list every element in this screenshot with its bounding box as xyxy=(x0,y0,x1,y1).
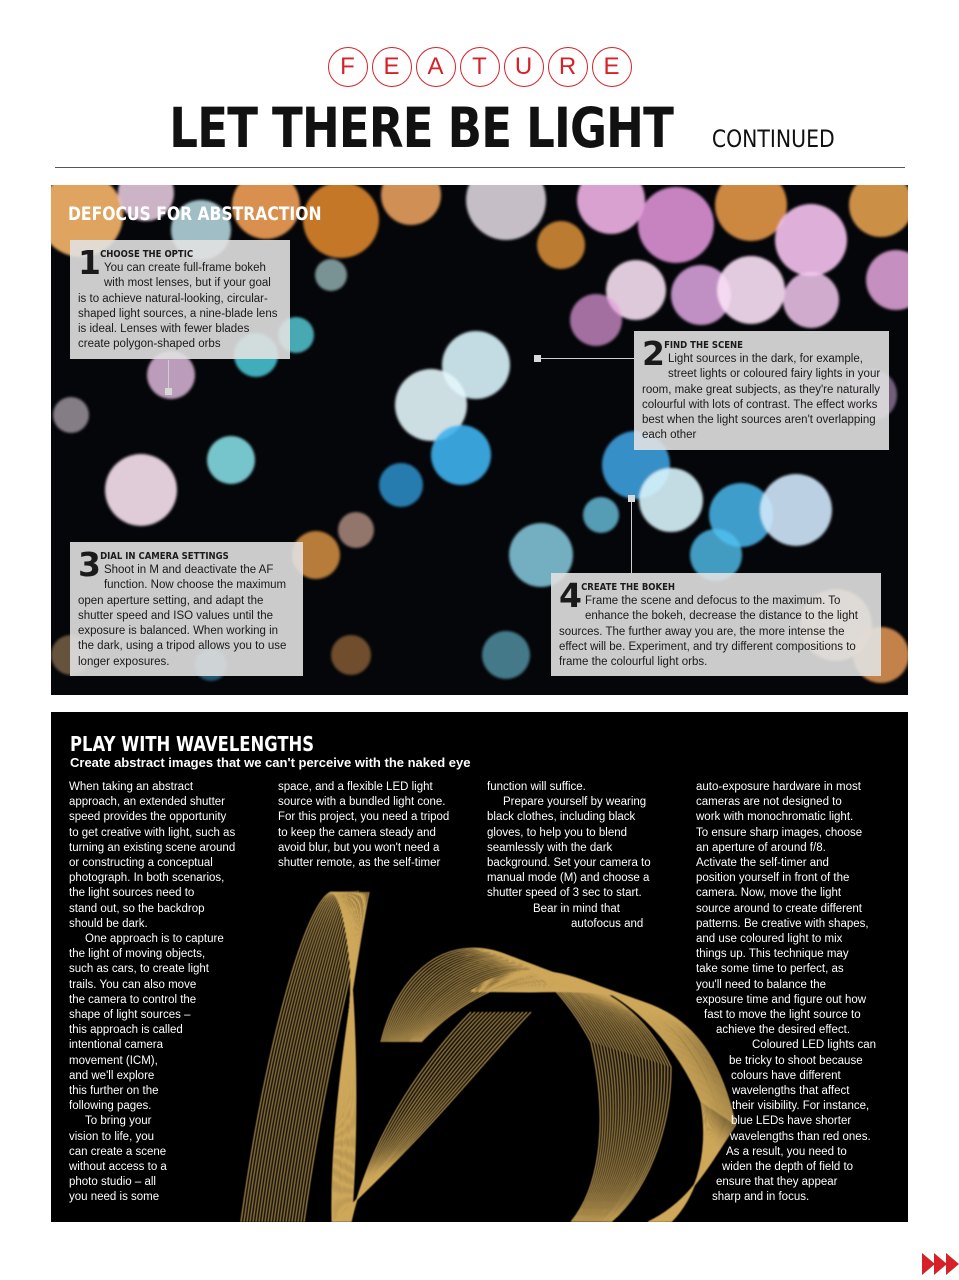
continue-arrows-icon xyxy=(923,1253,959,1275)
step-number: 1 xyxy=(78,243,101,282)
text-line: background. Set your camera to xyxy=(487,857,651,870)
step-box-4 xyxy=(551,573,881,676)
text-line: patterns. Be creative with shapes, xyxy=(696,917,869,930)
title-continued: CONTINUED xyxy=(711,125,835,153)
text-line: be tricky to shoot because xyxy=(729,1054,863,1067)
text-line: ensure that they appear xyxy=(716,1176,838,1189)
page-title-row xyxy=(0,96,959,160)
section-title-wavelengths: PLAY WITH WAVELENGTHS xyxy=(70,732,315,756)
step-text: Shoot in M and deactivate the AF function. Now choose the maximum open aperture setting, and adapt the shutter speed and ISO values until the exposure is balanced. When working in the dark, using a tripod allows you to use longer exposures. xyxy=(78,564,287,668)
callout-dot xyxy=(628,495,635,502)
text-line: following pages. xyxy=(69,1100,152,1113)
text-line: and use coloured light to mix xyxy=(696,933,843,946)
text-line: colours have different xyxy=(731,1069,841,1082)
text-line: cameras are not designed to xyxy=(696,796,842,809)
step-number: 4 xyxy=(559,576,582,615)
text-column-2 xyxy=(278,780,449,871)
text-line: exposure time and figure out how xyxy=(696,993,867,1006)
text-column-4 xyxy=(696,780,876,1206)
step-text: You can create full-frame bokeh with most lenses, but if your goal is to achieve natural-looking, circular-shaped light sources, a nine-blade lens is ideal. Lenses with fewer blades create polygon-shaped orbs xyxy=(78,262,278,351)
text-line: Prepare yourself by wearing xyxy=(503,796,647,809)
section-subtitle: Create abstract images that we can't perceive with the naked eye xyxy=(70,755,471,770)
callout-line xyxy=(168,360,169,390)
text-line: to keep the camera steady and xyxy=(278,826,436,839)
callout-dot xyxy=(165,388,172,395)
feature-letter: F xyxy=(328,47,368,87)
text-line: you need is some xyxy=(69,1191,160,1204)
text-line: To bring your xyxy=(85,1115,152,1128)
text-line: shutter speed of 3 sec to start. xyxy=(487,887,642,900)
step-heading: CHOOSE THE OPTIC xyxy=(100,249,194,260)
text-line: speed provides the opportunity xyxy=(69,811,227,824)
text-line: this approach is called xyxy=(69,1024,183,1037)
text-line: photograph. In both scenarios, xyxy=(69,872,225,885)
text-line: this further on the xyxy=(69,1085,159,1098)
text-line: or constructing a conceptual xyxy=(69,857,213,870)
text-line: black clothes, including black xyxy=(487,811,636,824)
text-column-1 xyxy=(69,780,235,1206)
feature-letter: R xyxy=(548,47,588,87)
text-line: approach, an extended shutter xyxy=(69,796,226,809)
text-line: position yourself in front of the xyxy=(696,872,850,885)
text-line: should be dark. xyxy=(69,917,148,930)
text-line: such as cars, to create light xyxy=(69,963,209,976)
feature-letter: U xyxy=(504,47,544,87)
text-line: trails. You can also move xyxy=(69,978,197,991)
wavelength-section xyxy=(51,712,908,1222)
bokeh-section xyxy=(51,185,908,695)
text-line: wavelengths that affect xyxy=(732,1085,850,1098)
text-line: the camera to control the xyxy=(69,993,197,1006)
text-line: widen the depth of field to xyxy=(722,1161,854,1174)
text-line: manual mode (M) and choose a xyxy=(487,872,650,885)
text-line: When taking an abstract xyxy=(69,781,194,793)
text-line: One approach is to capture xyxy=(85,933,224,946)
text-line: As a result, you need to xyxy=(726,1145,847,1158)
text-line: sharp and in focus. xyxy=(712,1191,810,1204)
text-line: without access to a xyxy=(69,1161,167,1174)
text-line: you'll need to balance the xyxy=(696,978,827,991)
text-line: turning an existing scene around xyxy=(69,841,236,854)
text-line: photo studio – all xyxy=(69,1176,156,1189)
step-number: 2 xyxy=(642,334,665,373)
text-line: camera. Now, move the light xyxy=(696,887,842,900)
step-text: Frame the scene and defocus to the maximum. To enhance the bokeh, decrease the distance to the light sources. The further away you are, the more intense the effect will be. Experiment, and try different compositions to frame the colourful light orbs. xyxy=(559,595,858,669)
step-box-1 xyxy=(70,240,290,359)
text-line: auto-exposure hardware in most xyxy=(696,781,861,793)
feature-label xyxy=(0,47,959,87)
text-line: work with monochromatic light. xyxy=(696,811,854,824)
step-heading: DIAL IN CAMERA SETTINGS xyxy=(100,551,229,562)
callout-dot xyxy=(534,355,541,362)
text-line: shutter remote, as the self-timer xyxy=(278,857,441,870)
text-line: seamlessly with the dark xyxy=(487,841,613,854)
text-line: intentional camera xyxy=(69,1039,163,1052)
feature-letter: A xyxy=(416,47,456,87)
text-line: autofocus and xyxy=(571,917,644,930)
step-number: 3 xyxy=(78,545,101,584)
text-line: an aperture of around f/8. xyxy=(696,841,826,854)
text-line: stand out, so the backdrop xyxy=(69,902,205,915)
text-line: and we'll explore xyxy=(69,1069,155,1082)
section-title-defocus: DEFOCUS FOR ABSTRACTION xyxy=(68,203,322,225)
text-line: Coloured LED lights can xyxy=(752,1039,877,1052)
feature-letter: E xyxy=(592,47,632,87)
text-line: the light sources need to xyxy=(69,887,195,900)
text-line: movement (ICM), xyxy=(69,1054,158,1067)
feature-letter: E xyxy=(372,47,412,87)
page-title: LET THERE BE LIGHT xyxy=(169,96,673,160)
step-box-2 xyxy=(634,331,889,450)
step-heading: CREATE THE BOKEH xyxy=(581,582,676,593)
text-line: achieve the desired effect. xyxy=(716,1024,851,1037)
text-line: To ensure sharp images, choose xyxy=(696,826,863,839)
text-line: avoid blur, but you won't need a xyxy=(278,841,440,854)
text-line: Bear in mind that xyxy=(533,902,620,915)
text-line: take some time to perfect, as xyxy=(696,963,844,976)
text-line: can create a scene xyxy=(69,1145,167,1158)
text-column-3 xyxy=(487,780,651,932)
header-divider xyxy=(55,167,905,168)
text-line: For this project, you need a tripod xyxy=(278,811,450,824)
step-text: Light sources in the dark, for example, street lights or coloured fairy lights in your room, make great subjects, as they're naturally colourful with lots of contrast. The effect works best when the light sources aren't overlapping each other xyxy=(642,353,881,442)
text-line: gloves, to help you to blend xyxy=(487,826,628,839)
text-line: source around to create different xyxy=(696,902,863,915)
text-line: things up. This technique may xyxy=(696,948,849,961)
callout-line xyxy=(631,499,632,573)
step-heading: FIND THE SCENE xyxy=(664,340,743,351)
feature-letter: T xyxy=(460,47,500,87)
text-line: vision to life, you xyxy=(69,1130,155,1143)
text-line: function will suffice. xyxy=(487,781,586,793)
text-line: Activate the self-timer and xyxy=(696,857,829,870)
text-line: source with a bundled light cone. xyxy=(278,796,446,809)
step-box-3 xyxy=(70,542,303,676)
text-line: to get creative with light, such as xyxy=(69,826,236,839)
text-line: wavelengths than red ones. xyxy=(730,1130,871,1143)
text-line: blue LEDs have shorter xyxy=(731,1115,852,1128)
text-line: shape of light sources – xyxy=(69,1009,191,1022)
text-line: their visibility. For instance, xyxy=(732,1100,870,1113)
text-line: fast to move the light source to xyxy=(704,1009,861,1022)
callout-line xyxy=(540,358,634,359)
text-line: the light of moving objects, xyxy=(69,948,206,961)
text-line: space, and a flexible LED light xyxy=(278,781,433,793)
